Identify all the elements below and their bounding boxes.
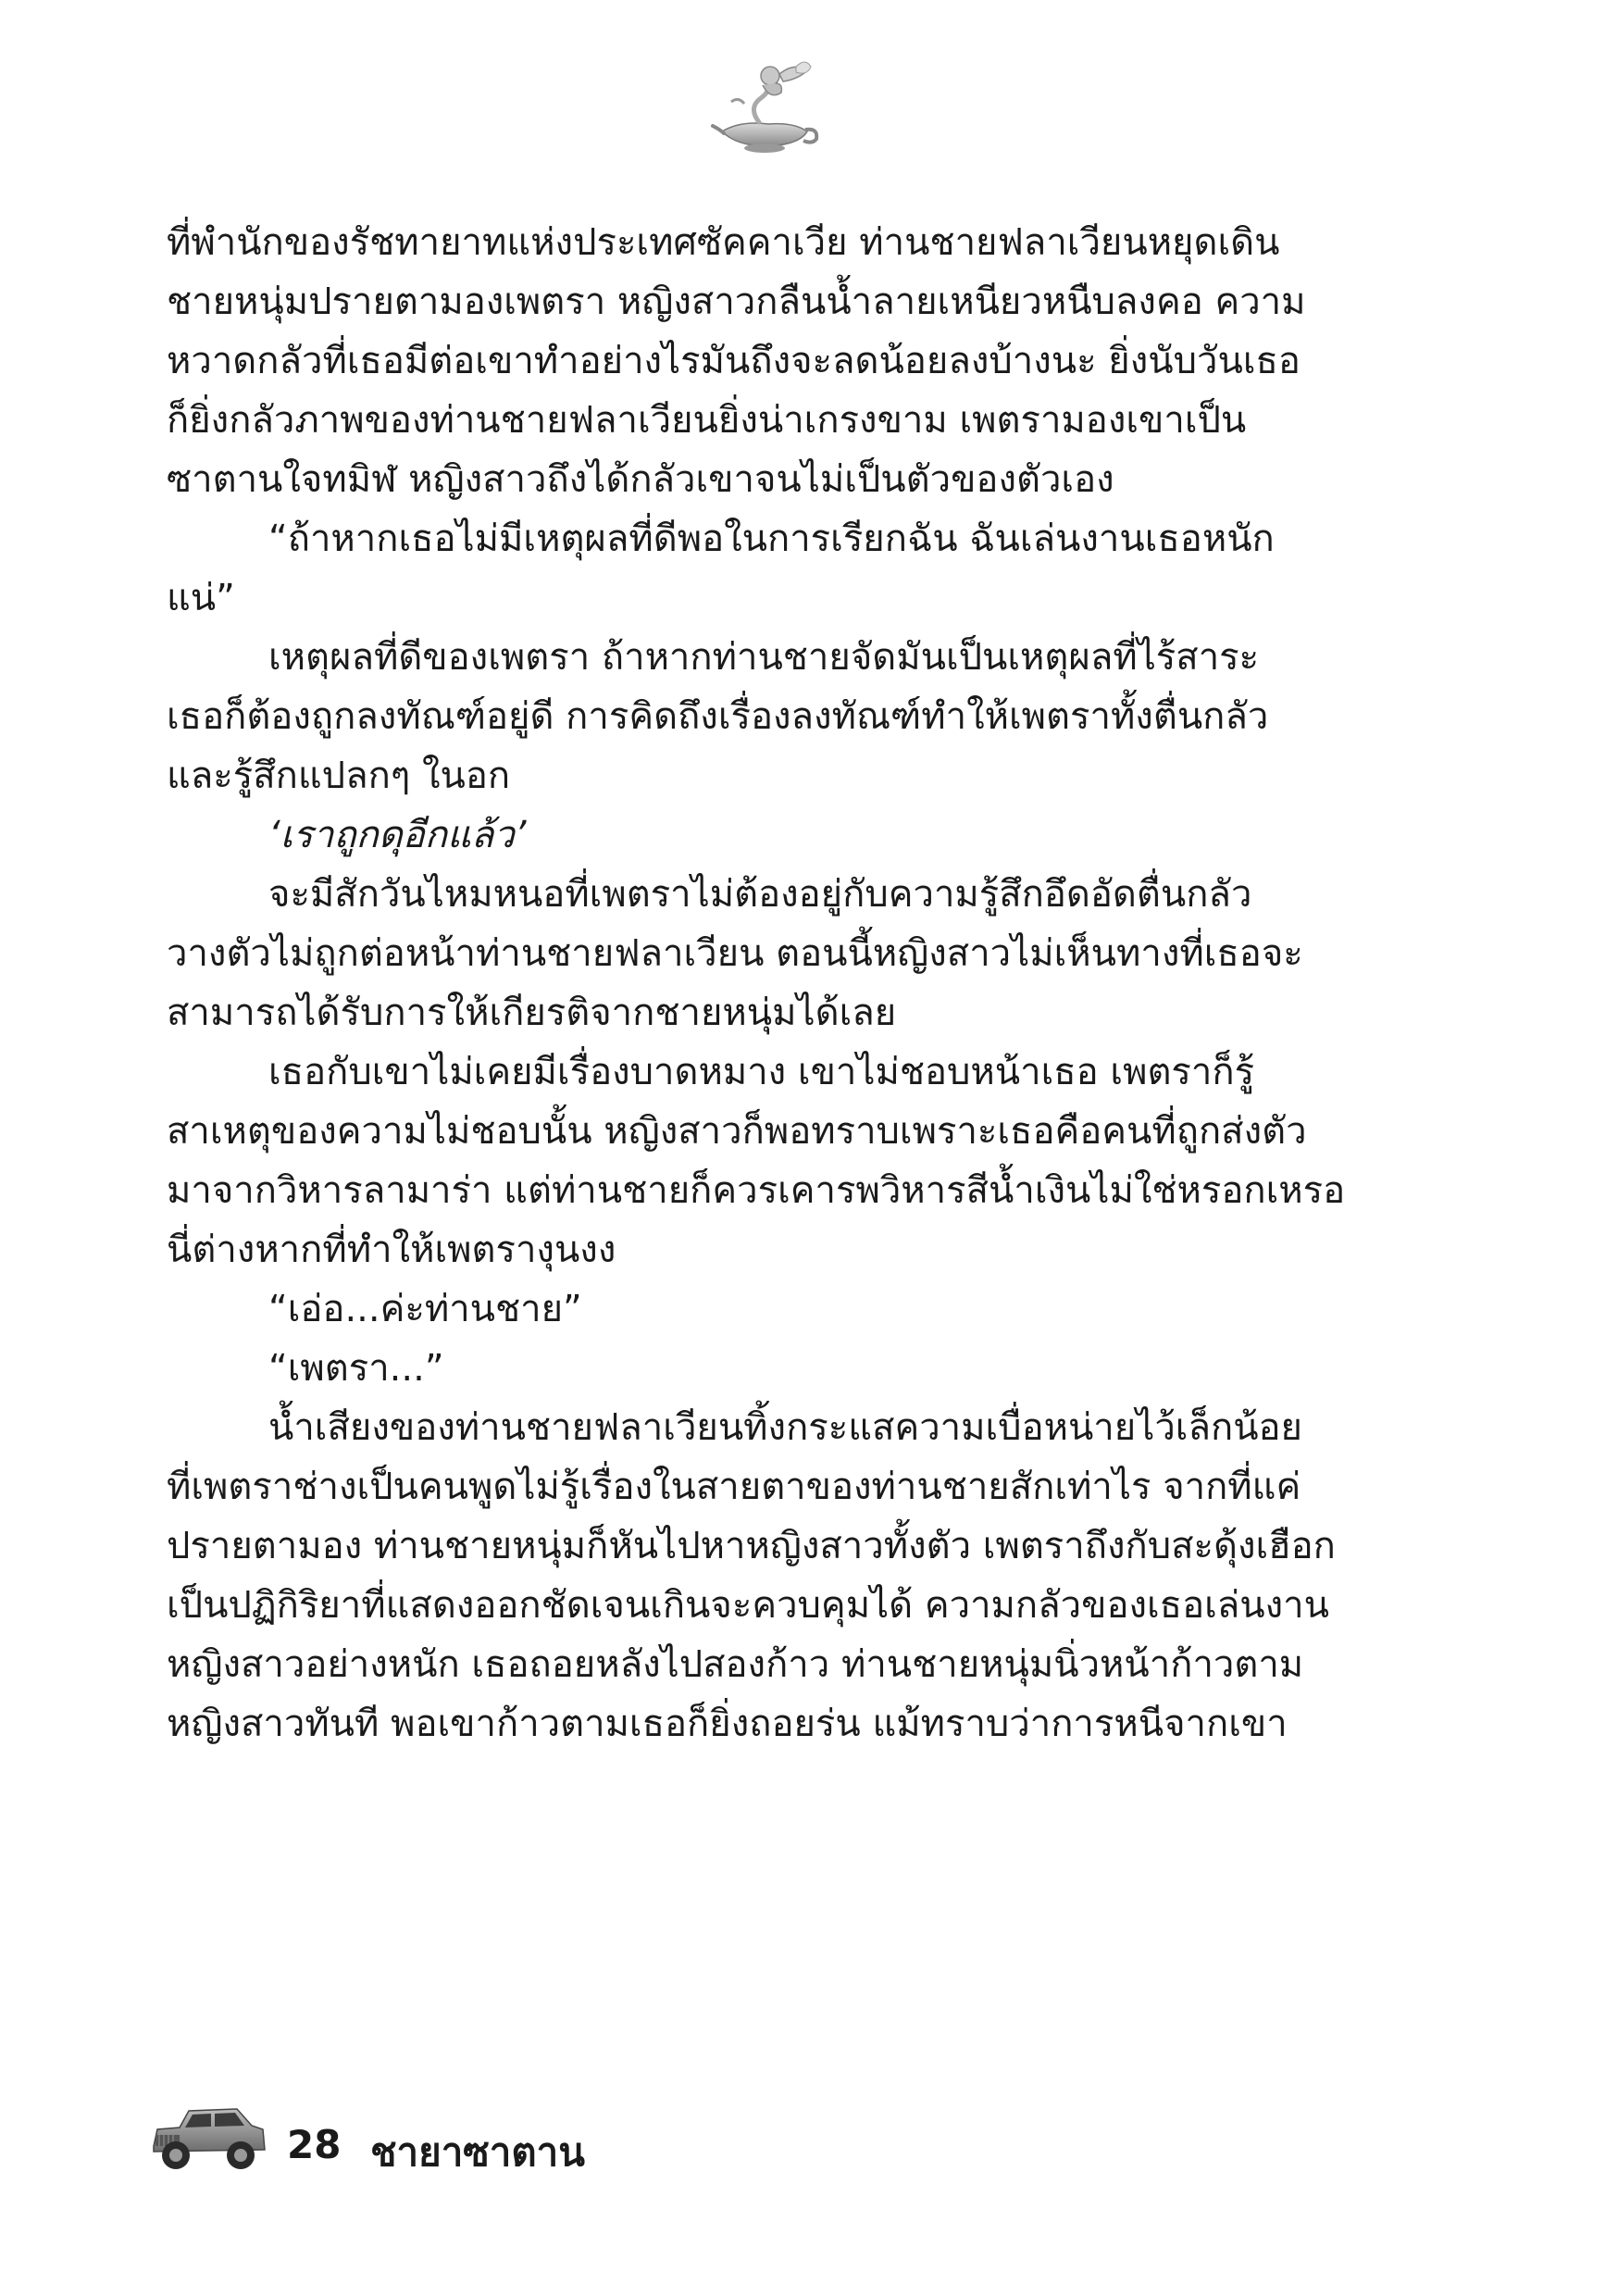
book-title: ชายาซาตาน [370, 2129, 585, 2175]
text-line: เป็นปฏิกิริยาที่แสดงออกชัดเจนเกินจะควบคุมได้ ความกลัวของเธอเล่นงาน [167, 1584, 1329, 1627]
body-text [167, 213, 1361, 1753]
text-line: สาเหตุของความไม่ชอบนั้น หญิงสาวก็พอทราบเพราะเธอคือคนที่ถูกส่งตัว [167, 1110, 1307, 1153]
text-line: ซาตานใจทมิฬ หญิงสาวถึงได้กลัวเขาจนไม่เป็นตัวของตัวเอง [167, 458, 1114, 501]
text-line: ชายหนุ่มปรายตามองเพตรา หญิงสาวกลืนน้ำลายเหนียวหนืบลงคอ ความ [167, 281, 1306, 323]
paragraph [167, 213, 1361, 509]
suv-car-icon [148, 2102, 268, 2174]
paragraph [167, 865, 1361, 1042]
text-line: น้ำเสียงของท่านชายฟลาเวียนทิ้งกระแสความเบื่อหน่ายไว้เล็กน้อย [268, 1406, 1302, 1449]
text-line: มาจากวิหารลามาร่า แต่ท่านชายก็ควรเคารพวิหารสีน้ำเงินไม่ใช่หรอกเหรอ [167, 1169, 1346, 1212]
paragraph [167, 805, 1361, 865]
text-line: เหตุผลที่ดีของเพตรา ถ้าหากท่านชายจัดมันเป็นเหตุผลที่ไร้สาระ [268, 636, 1260, 679]
page-number: 28 [287, 2122, 342, 2167]
text-line: ‘เราถูกดุอีกแล้ว’ [268, 814, 527, 856]
paragraph [167, 628, 1361, 805]
page-footer [148, 2102, 889, 2185]
text-line: แน่” [167, 577, 235, 619]
text-line: เธอกับเขาไม่เคยมีเรื่องบาดหมาง เขาไม่ชอบหน้าเธอ เพตราก็รู้ [268, 1051, 1255, 1093]
cherub-teapot-icon [703, 56, 824, 167]
text-line: วางตัวไม่ถูกต่อหน้าท่านชายฟลาเวียน ตอนนี้หญิงสาวไม่เห็นทางที่เธอจะ [167, 932, 1303, 975]
text-line: จะมีสักวันไหมหนอที่เพตราไม่ต้องอยู่กับความรู้สึกอึดอัดตื่นกลัว [268, 873, 1252, 916]
text-line: ที่พำนักของรัชทายาทแห่งประเทศซัคคาเวีย ท่านชายฟลาเวียนหยุดเดิน [167, 221, 1280, 264]
text-line: สามารถได้รับการให้เกียรติจากชายหนุ่มได้เลย [167, 992, 897, 1034]
text-line: “เอ่อ...ค่ะท่านชาย” [268, 1288, 582, 1330]
paragraph [167, 1339, 1361, 1398]
text-line: หญิงสาวทันที พอเขาก้าวตามเธอก็ยิ่งถอยร่น แม้ทราบว่าการหนีจากเขา [167, 1703, 1288, 1745]
paragraph [167, 509, 1361, 628]
paragraph [167, 1279, 1361, 1339]
text-line: “เพตรา...” [268, 1347, 444, 1390]
text-line: ที่เพตราช่างเป็นคนพูดไม่รู้เรื่องในสายตาของท่านชายสักเท่าไร จากที่แค่ [167, 1466, 1301, 1508]
text-line: หญิงสาวอย่างหนัก เธอถอยหลังไปสองก้าว ท่านชายหนุ่มนิ่วหน้าก้าวตาม [167, 1643, 1304, 1686]
text-line: และรู้สึกแปลกๆ ในอก [167, 755, 511, 797]
paragraph [167, 1042, 1361, 1279]
text-line: เธอก็ต้องถูกลงทัณฑ์อยู่ดี การคิดถึงเรื่องลงทัณฑ์ทำให้เพตราทั้งตื่นกลัว [167, 695, 1269, 738]
text-line: “ถ้าหากเธอไม่มีเหตุผลที่ดีพอในการเรียกฉัน ฉันเล่นงานเธอหนัก [268, 518, 1275, 560]
text-line: นี่ต่างหากที่ทำให้เพตรางุนงง [167, 1229, 616, 1271]
text-line: หวาดกลัวที่เธอมีต่อเขาทำอย่างไรมันถึงจะลดน้อยลงบ้างนะ ยิ่งนับวันเธอ [167, 340, 1301, 382]
paragraph [167, 1398, 1361, 1753]
text-line: ก็ยิ่งกลัวภาพของท่านชายฟลาเวียนยิ่งน่าเกรงขาม เพตรามองเขาเป็น [167, 399, 1247, 442]
text-line: ปรายตามอง ท่านชายหนุ่มก็หันไปหาหญิงสาวทั้งตัว เพตราถึงกับสะดุ้งเฮือก [167, 1525, 1336, 1567]
